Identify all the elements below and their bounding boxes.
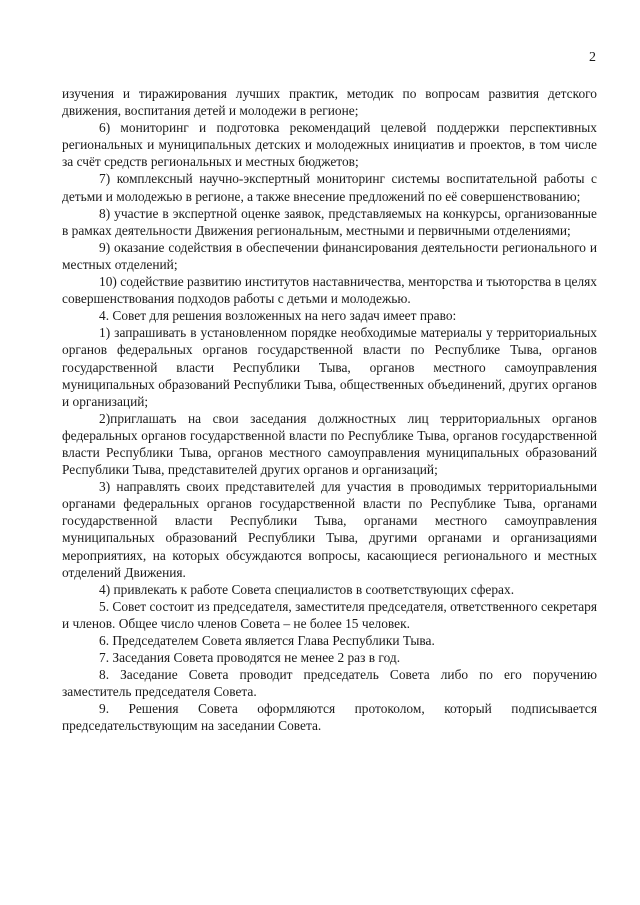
page-number: 2 xyxy=(589,50,596,65)
paragraph-item-6: 6) мониторинг и подготовка рекомендаций целевой поддержки перспективных региональных и муниципальных детских и молодежных инициатив и проектов, в том числе за счёт средств региональных и местных бюджетов; xyxy=(62,120,597,170)
section-7: 7. Заседания Совета проводятся не менее 2 раз в год. xyxy=(99,650,401,666)
paragraph-item-7: 7) комплексный научно-экспертный мониторинг системы воспитательной работы с детьми и молодежью в регионе, а также внесение предложений по её совершенствованию; xyxy=(62,171,597,204)
section-6: 6. Председателем Совета является Глава Республики Тыва. xyxy=(99,633,435,648)
right-item-3: 3) направлять своих представителей для участия в проводимых территориальными органами федеральных органов государственной власти по Республике Тыва, органами государственной власти Республики Тыва, органами местного самоуправления муниципальных образований Республики Тыва, другими органами и организациями мероприятиях, на которых обсуждаются вопросы, касающиеся регионального и местных отделений Движения. xyxy=(62,479,597,580)
right-item-2: 2)приглашать на свои заседания должностных лиц территориальных органов федеральных органов государственной власти по Республике Тыва, органов государственной власти Республики Тыва, органов местного самоуправления муниципальных образований Республики Тыва, представителей других органов и организаций; xyxy=(62,410,597,478)
section-9: 9. Решения Совета оформляются протоколом, который подписывается председательствующим на заседании Совета. xyxy=(62,701,597,734)
section-5: 5. Совет состоит из председателя, заместителя председателя, ответственного секретаря и членов. Общее число членов Совета – не более 15 человек. xyxy=(62,598,597,631)
section-8: 8. Заседание Совета проводит председатель Совета либо по его поручению заместитель председателя Совета. xyxy=(62,667,597,700)
right-item-1: 1) запрашивать в установленном порядке необходимые материалы у территориальных органов федеральных органов государственной власти по Республике Тыва, органов государственной власти Республики Тыва, органов местного самоуправления муниципальных образований Республики Тыва, общественных объединений, других органов и организаций; xyxy=(62,325,597,409)
paragraph-item-9: 9) оказание содействия в обеспечении финансирования деятельности регионального и местных отделений; xyxy=(62,239,597,272)
paragraph-item-8: 8) участие в экспертной оценке заявок, представляемых на конкурсы, организованные в рамках деятельности Движения региональным, местными и первичными отделениями; xyxy=(62,205,597,238)
paragraph-item-10: 10) содействие развитию институтов наставничества, менторства и тьюторства в целях совершенствования подходов работы с детьми и молодежью. xyxy=(62,274,597,307)
section-4-heading: 4. Совет для решения возложенных на него задач имеет право: xyxy=(99,308,457,324)
right-item-4: 4) привлекать к работе Совета специалистов в соответствующих сферах. xyxy=(99,581,515,597)
document-body xyxy=(62,85,597,735)
paragraph-5-continuation: изучения и тиражирования лучших практик, методик по вопросам развития детского движения, воспитания детей и молодежи в регионе; xyxy=(62,86,597,119)
